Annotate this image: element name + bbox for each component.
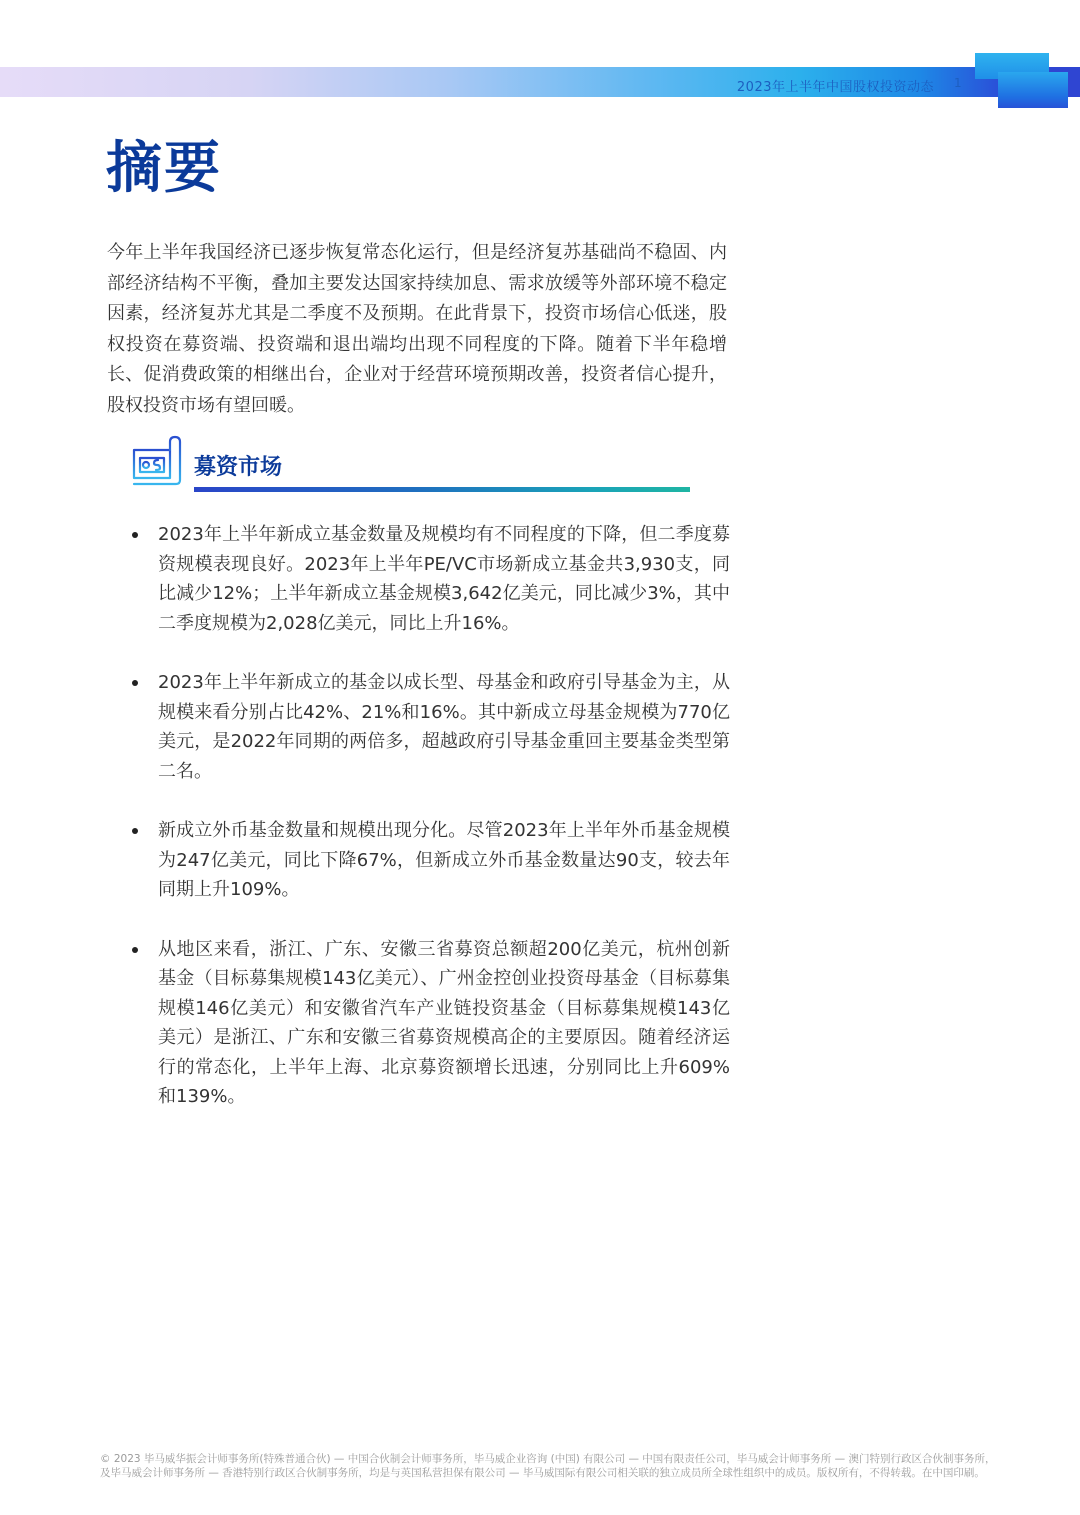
list-item	[130, 935, 730, 1112]
footer-line-2: 及毕马威会计师事务所 — 香港特别行政区合伙制事务所，均是与英国私营担保有限公司 — 毕马威国际有限公司相关联的独立成员所全球性组织中的成员。版权所有，不得转载。在中国印刷。	[100, 1467, 985, 1479]
section-header	[114, 434, 694, 494]
bullet-list	[130, 520, 730, 1142]
list-item-text: 从地区来看，浙江、广东、安徽三省募资总额超200亿美元，杭州创新基金（目标募集规模143亿美元）、广州金控创业投资母基金（目标募集规模146亿美元）和安徽省汽车产业链投资基金（目标募集规模143亿美元）是浙江、广东和安徽三省募资规模高企的主要原因。随着经济运行的常态化，上半年上海、北京募资额增长迅速，分别同比上升609%和139%。	[158, 938, 730, 1107]
page-title: 摘要	[106, 136, 222, 201]
list-item-text: 2023年上半年新成立基金数量及规模均有不同程度的下降，但二季度募资规模表现良好。2023年上半年PE/VC市场新成立基金共3,930支，同比减少12%；上半年新成立基金规模3,642亿美元，同比减少3%，其中二季度规模为2,028亿美元，同比上升16%。	[158, 524, 730, 634]
bullet-icon	[132, 532, 138, 538]
section-divider	[194, 487, 690, 492]
bullet-icon	[132, 680, 138, 686]
intro-paragraph: 今年上半年我国经济已逐步恢复常态化运行，但是经济复苏基础尚不稳固、内部经济结构不平衡，叠加主要发达国家持续加息、需求放缓等外部环境不稳定因素，经济复苏尤其是二季度不及预期。在此背景下，投资市场信心低迷，股权投资在募资端、投资端和退出端均出现不同程度的下降。随着下半年稳增长、促消费政策的相继出台，企业对于经营环境预期改善，投资者信心提升，股权投资市场有望回暖。	[107, 242, 727, 416]
list-item-text: 2023年上半年新成立的基金以成长型、母基金和政府引导基金为主，从规模来看分别占比42%、21%和16%。其中新成立母基金规模为770亿美元，是2022年同期的两倍多，超越政府引导基金重回主要基金类型第二名。	[158, 672, 730, 782]
copyright-footer	[100, 1452, 996, 1480]
list-item-text: 新成立外币基金数量和规模出现分化。尽管2023年上半年外币基金规模为247亿美元，同比下降67%，但新成立外币基金数量达90支，较去年同期上升109%。	[158, 820, 730, 900]
bullet-icon	[132, 828, 138, 834]
bullet-icon	[132, 947, 138, 953]
list-item	[130, 816, 730, 905]
header-decoration-square-bottom	[998, 72, 1068, 108]
list-item	[130, 520, 730, 638]
list-item	[130, 668, 730, 786]
money-bill-dollar-icon	[114, 434, 184, 494]
page-number: 1	[954, 76, 962, 90]
section-title: 募资市场	[194, 455, 283, 480]
report-title: 2023年上半年中国股权投资动态	[736, 80, 934, 95]
footer-line-1: © 2023 毕马威华振会计师事务所(特殊普通合伙) — 中国合伙制会计师事务所，毕马威企业咨询 (中国) 有限公司 — 中国有限责任公司，毕马威会计师事务所 — 澳门特别行政区合伙制事务所，	[100, 1453, 996, 1465]
